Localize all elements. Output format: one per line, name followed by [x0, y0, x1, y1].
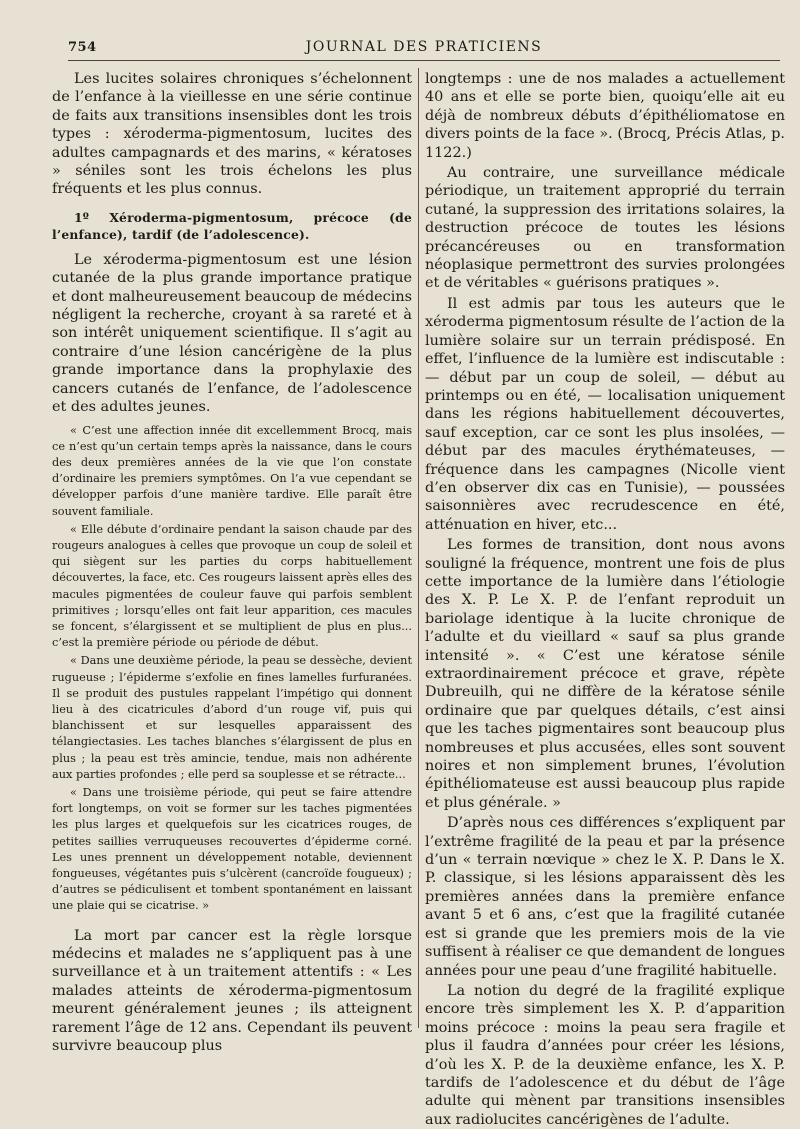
paragraph-light: Il est admis par tous les auteurs que le xéroderma pigmentosum résulte de l’action de la lumière solaire sur un terrain prédisposé. En effet, l’influence de la lumière est indiscutable : — début par un coup de soleil, — début au printemps ou en été, — localisation uniquement dans les régions habituellement découvertes, sauf exception, car ce sont les plus insolées, — début par des macules érythémateuses, — fréquence dans les campagnes (Nicolle vient d’en observer dix cas en Tunisie), — poussées saisonnières avec recrudescence en été, atténuation en hiver, etc... — [425, 295, 785, 533]
page-number: 754 — [68, 40, 97, 55]
paragraph-intro: Les lucites solaires chroniques s’échelonnent de l’enfance à la vieillesse en une série continue de faits aux transitions insensibles dont les trois types : xéroderma-pigmentosum, lucites des adultes campagnards et des marins, « kératoses » séniles sont les trois échelons les plus fréquents et les plus connus. — [52, 71, 412, 198]
quote-brocq-1: « C’est une affection innée dit excellemment Brocq, mais ce n’est qu’un certain temps après la naissance, dans le cours des deux premières années de la vie que l’on constate d’ordinaire les premiers symptômes. On l’a vue cependant se développer parfois d’une manière tardive. Elle paraît être souvent familiale. — [52, 423, 412, 518]
section-heading: 1º Xéroderma-pigmentosum, précoce (de l’enfance), tardif (de l’adolescence). — [52, 209, 412, 242]
paragraph-transition: Les formes de transition, dont nous avons souligné la fréquence, montrent une fois de plus cette importance de la lumière dans l’étiologie des X. P. Le X. P. de l’enfant reproduit un bariolage identique à la lucite chronique de l’adulte et du vieillard « sauf sa plus grande intensité ». « C’est une kératose sénile extraordinairement précoce et grave, répète Dubreuilh, qui ne diffère de la kératose sénile ordinaire que par quelques détails, c’est ainsi que les taches pigmentaires sont beaucoup plus nombreuses et plus accusées, elles sont souvent noires et non simplement brunes, l’évolution épithéliomateuse est aussi beaucoup plus rapide et plus générale. » — [425, 537, 785, 811]
quote-brocq-3: « Dans une deuxième période, la peau se dessèche, devient rugueuse ; l’épiderme s’exfolie en fines lamelles furfuranées. Il se produit des pustules rappelant l’impétigo qui donnent lieu à des cicatricules d’abord d’un rouge vif, puis qui blanchissent et sur lesquelles apparaissent des télangiectasies. Les taches blanches s’élargissent de plus en plus ; la peau est très amincie, tendue, mais non adhérente aux parties profondes ; elle perd sa souplesse et se rétracte... — [52, 654, 412, 781]
page-header — [68, 38, 780, 61]
right-column — [425, 70, 785, 1128]
quote-brocq-2: « Elle débute d’ordinaire pendant la saison chaude par des rougeurs analogues à celles que provoque un coup de soleil et qui siègent sur les parties du corps habituellement découvertes, la face, etc. Ces rougeurs laissent après elles des macules pigmentées de couleur fauve qui parfois semblent primitives ; lorsqu’elles ont fait leur apparition, ces macules se foncent, s’élargissent et se multiplient de plus en plus... c’est la première période ou période de début. — [52, 522, 412, 650]
left-column — [52, 70, 412, 1080]
paragraph-fragility: D’après nous ces différences s’expliquent par l’extrême fragilité de la peau et par la présence d’un « terrain nœvique » chez le X. P. Dans le X. P. classique, si les lésions apparaissent dès les premières années dans la première enfance avant 5 et 6 ans, c’est que la fragilité cutanée est si grande que les premiers mois de la vie suffisent à réaliser ce que demandent de longues années pour une peau d’une fragilité habituelle. — [425, 815, 785, 979]
journal-title: JOURNAL DES PRATICIENS — [305, 39, 543, 55]
column-divider — [418, 68, 419, 1028]
paragraph-degree: La notion du degré de la fragilité explique encore très simplement les X. P. d’apparition moins précoce : moins la peau sera fragile et plus il faudra d’années pour créer les lésions, d’où les X. P. de la deuxième enfance, les X. P. tardifs de l’adolescence et du début de l’âge adulte qui mènent par transitions insensibles aux radiolucites cancérigènes de l’adulte. — [425, 982, 785, 1128]
paragraph-mortality: La mort par cancer est la règle lorsque médecins et malades ne s’appliquent pas à une surveillance et à un traitement attentifs : « Les malades atteints de xéroderma-pigmentosum meurent généralement jeunes ; ils atteignent rarement l’âge de 12 ans. Cependant ils peuvent survivre beaucoup plus — [52, 927, 412, 1055]
paragraph-continued: longtemps : une de nos malades a actuellement 40 ans et elle se porte bien, quoiqu’elle ait eu déjà de nombreux débuts d’épithéliomatose en divers points de la face ». (Brocq, Précis Atlas, p. 1122.) — [425, 71, 785, 161]
paragraph-surveillance: Au contraire, une surveillance médicale périodique, un traitement approprié du terrain cutané, la suppression des irritations solaires, la destruction précoce de toutes les lésions précancéreuses ou en transformation néoplasique permettront des survies prolongées et de véritables « guérisons pratiques ». — [425, 165, 785, 292]
quote-brocq-4: « Dans une troisième période, qui peut se faire attendre fort longtemps, on voit se former sur les taches pigmentées les plus larges et quelquefois sur les cicatrices rouges, de petites saillies verruqueuses recouvertes d’épiderme corné. Les unes prennent un développement notable, deviennent fongueuses, végétantes puis s’ulcèrent (cancroïde fougueux) ; d’autres se pédiculisent et tombent spontanément en laissant une plaie qui se cicatrise. » — [52, 785, 412, 913]
paragraph-xeroderma: Le xéroderma-pigmentosum est une lésion cutanée de la plus grande importance pratique et dont malheureusement beaucoup de médecins négligent la recherche, croyant à sa rareté et à son intérêt uniquement scientifique. Il s’agit au contraire d’une lésion cancérigène de la plus grande importance dans la prophylaxie des cancers cutanés de l’enfance, de l’adolescence et des adultes jeunes. — [52, 251, 412, 416]
